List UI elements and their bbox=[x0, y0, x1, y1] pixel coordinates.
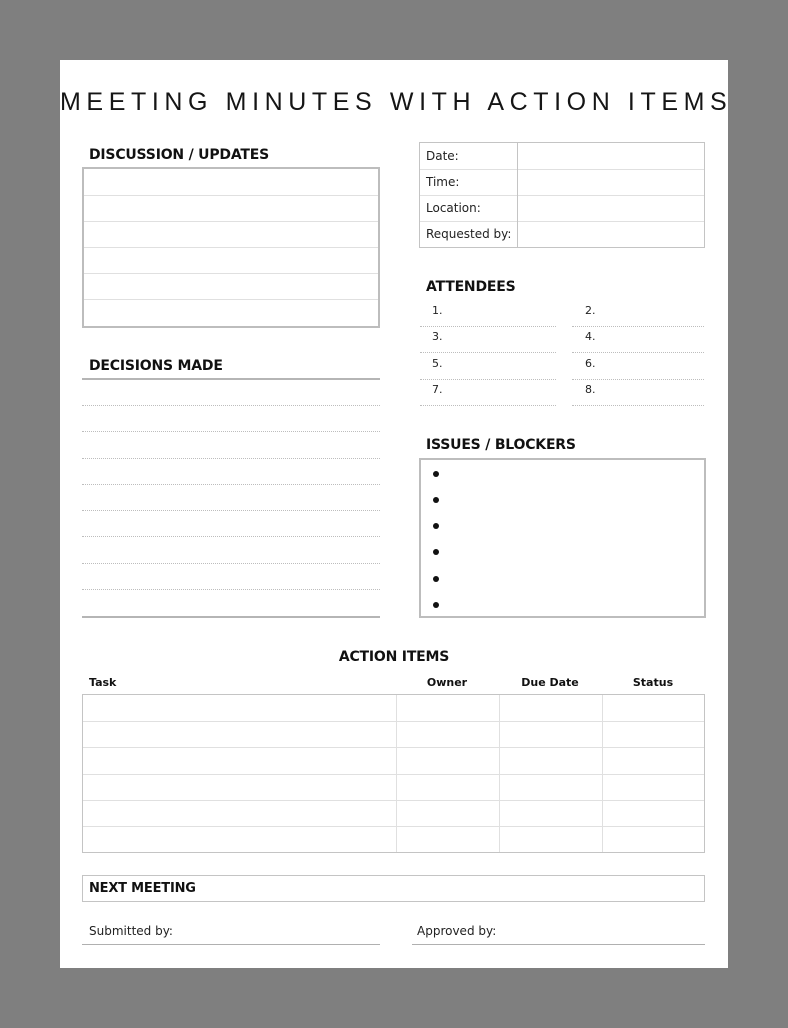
approved-by-field[interactable] bbox=[412, 944, 705, 945]
table-row bbox=[83, 747, 704, 748]
approved-by-label: Approved by: bbox=[417, 924, 497, 938]
page-title: MEETING MINUTES WITH ACTION ITEMS bbox=[60, 88, 733, 116]
table-row bbox=[83, 721, 704, 722]
attendee-number: 6. bbox=[585, 357, 596, 370]
bullet-icon bbox=[433, 523, 439, 529]
date-label: Date: bbox=[426, 149, 459, 163]
attendee-number: 7. bbox=[432, 383, 443, 396]
submitted-by-field[interactable] bbox=[82, 944, 380, 945]
attendee-line[interactable] bbox=[572, 405, 704, 406]
attendee-line[interactable] bbox=[572, 352, 704, 353]
submitted-by-label: Submitted by: bbox=[89, 924, 173, 938]
attendee-line[interactable] bbox=[572, 326, 704, 327]
bullet-icon bbox=[433, 576, 439, 582]
table-row bbox=[83, 774, 704, 775]
bullet-icon bbox=[433, 497, 439, 503]
decision-line[interactable] bbox=[82, 510, 380, 511]
discussion-box[interactable] bbox=[82, 167, 380, 328]
issues-box[interactable] bbox=[419, 458, 706, 618]
discussion-heading: DISCUSSION / UPDATES bbox=[89, 147, 269, 163]
attendee-number: 5. bbox=[432, 357, 443, 370]
decision-line[interactable] bbox=[82, 431, 380, 432]
attendee-line[interactable] bbox=[420, 379, 556, 380]
requested-by-field[interactable] bbox=[518, 221, 704, 247]
location-field[interactable] bbox=[518, 195, 704, 221]
time-label: Time: bbox=[426, 175, 460, 189]
discussion-line bbox=[84, 221, 378, 222]
discussion-line bbox=[84, 247, 378, 248]
column-header-due-date: Due Date bbox=[521, 676, 579, 689]
decisions-top-rule bbox=[82, 378, 380, 380]
decision-line[interactable] bbox=[82, 536, 380, 537]
table-row bbox=[83, 826, 704, 827]
decisions-bottom-rule bbox=[82, 616, 380, 618]
decision-line[interactable] bbox=[82, 405, 380, 406]
attendee-line[interactable] bbox=[420, 352, 556, 353]
attendee-number: 1. bbox=[432, 304, 443, 317]
attendee-number: 4. bbox=[585, 330, 596, 343]
column-header-owner: Owner bbox=[426, 676, 468, 689]
column-header-task: Task bbox=[89, 676, 117, 689]
worksheet-page bbox=[60, 60, 733, 968]
attendee-line[interactable] bbox=[572, 379, 704, 380]
attendee-number: 3. bbox=[432, 330, 443, 343]
attendees-heading: ATTENDEES bbox=[426, 279, 516, 295]
table-row bbox=[83, 800, 704, 801]
time-field[interactable] bbox=[518, 169, 704, 195]
requested-by-label: Requested by: bbox=[426, 227, 512, 241]
decisions-heading: DECISIONS MADE bbox=[89, 358, 223, 374]
bullet-icon bbox=[433, 549, 439, 555]
decision-line[interactable] bbox=[82, 589, 380, 590]
discussion-line bbox=[84, 195, 378, 196]
decision-line[interactable] bbox=[82, 563, 380, 564]
action-items-heading: ACTION ITEMS bbox=[338, 649, 450, 665]
location-label: Location: bbox=[426, 201, 481, 215]
meeting-info-table bbox=[419, 142, 705, 248]
next-meeting-field[interactable] bbox=[82, 875, 705, 902]
column-header-status: Status bbox=[632, 676, 674, 689]
discussion-line bbox=[84, 273, 378, 274]
decision-line[interactable] bbox=[82, 484, 380, 485]
attendee-number: 2. bbox=[585, 304, 596, 317]
date-field[interactable] bbox=[518, 143, 704, 169]
decision-line[interactable] bbox=[82, 458, 380, 459]
next-meeting-label: NEXT MEETING bbox=[89, 881, 196, 896]
bullet-icon bbox=[433, 602, 439, 608]
discussion-line bbox=[84, 299, 378, 300]
action-items-table[interactable] bbox=[82, 694, 705, 853]
attendee-number: 8. bbox=[585, 383, 596, 396]
issues-heading: ISSUES / BLOCKERS bbox=[426, 437, 576, 453]
attendee-line[interactable] bbox=[420, 405, 556, 406]
attendee-line[interactable] bbox=[420, 326, 556, 327]
bullet-icon bbox=[433, 471, 439, 477]
